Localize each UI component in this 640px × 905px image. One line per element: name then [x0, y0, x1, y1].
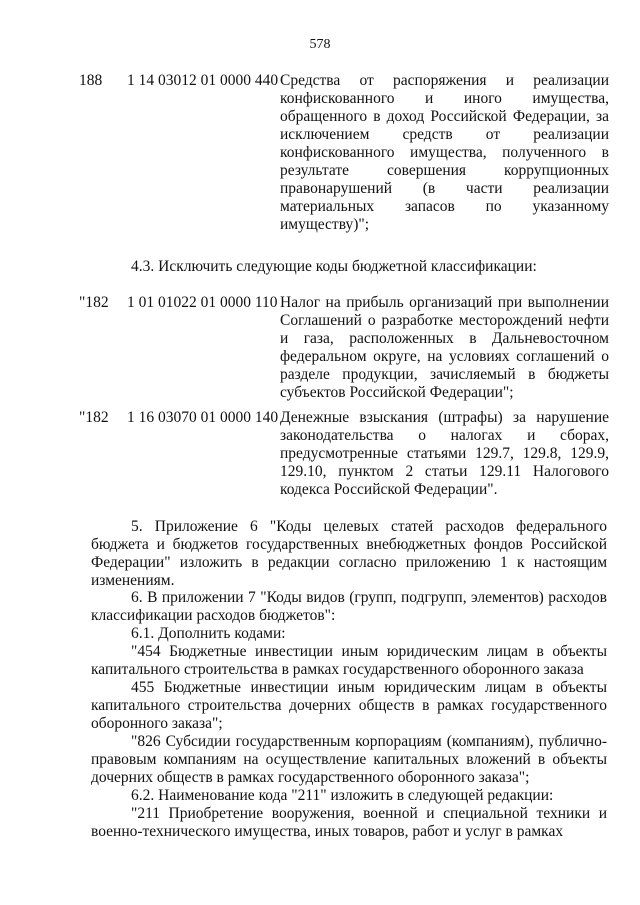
section-4-3-heading: 4.3. Исключить следующие коды бюджетной классификации: [131, 258, 537, 275]
paragraph-6-2: 6.2. Наименование кода "211" изложить в следующей редакции: [131, 787, 554, 804]
paragraph-6-1: 6.1. Дополнить кодами: [131, 625, 286, 642]
page-number: 578 [309, 37, 331, 52]
budget-code: 1 14 03012 01 0000 440 [127, 72, 279, 89]
budget-code: 1 01 01022 01 0000 110 [127, 294, 278, 311]
code-description: Налог на прибыль организаций при выполнении Соглашений о разработке месторождений нефти и газа, расположенных в Дальневосточном федеральном округе, на условиях соглашений о разделе продукции, зачисляемый в бюджеты субъектов Российской Федерации"; [280, 294, 609, 401]
paragraph-code-455: 455 Бюджетные инвестиции иным юридическим лицам в объекты капитального строительства дочерних обществ в рамках государственного оборонного заказа"; [91, 679, 607, 732]
budget-code: 1 16 03070 01 0000 140 [127, 409, 279, 426]
admin-code: "182 [79, 409, 109, 426]
paragraph-code-454: "454 Бюджетные инвестиции иным юридическим лицам в объекты капитального строительства в рамках государственного оборонного заказа [91, 643, 607, 678]
paragraph-code-211: "211 Приобретение вооружения, военной и специальной техники и военно-технического имущества, иных товаров, работ и услуг в рамках [91, 805, 607, 840]
code-entry-188 [79, 72, 609, 234]
code-description: Денежные взыскания (штрафы) за нарушение законодательства о налогах и сборах, предусмотренные статьями 129.7, 129.8, 129.9, 129.10, пунктом 2 статьи 129.11 Налогового кодекса Российской Федерации". [280, 409, 609, 498]
admin-code: 188 [79, 72, 103, 89]
code-entry-182-a [79, 294, 609, 402]
paragraph-5: 5. Приложение 6 "Коды целевых статей расходов федерального бюджета и бюджетов государственных внебюджетных фондов Российской Федерации" изложить в редакции согласно приложению 1 к настоящим изменениям. [91, 518, 607, 589]
paragraph-code-826: "826 Субсидии государственным корпорациям (компаниям), публично-правовым компаниям на осуществление капитальных вложений в объекты дочерних обществ в рамках государственного оборонного заказа"; [91, 733, 607, 786]
paragraph-6: 6. В приложении 7 "Коды видов (групп, подгрупп, элементов) расходов классификации расходов бюджетов": [91, 589, 607, 624]
admin-code: "182 [79, 294, 109, 311]
code-description: Средства от распоряжения и реализации конфискованного и иного имущества, обращенного в доход Российской Федерации, за исключением средств от реализации конфискованного имущества, полученного в результате совершения коррупционных правонарушений (в части реализации материальных запасов по указанному имуществу)"; [280, 72, 609, 233]
code-entry-182-b [79, 409, 609, 499]
